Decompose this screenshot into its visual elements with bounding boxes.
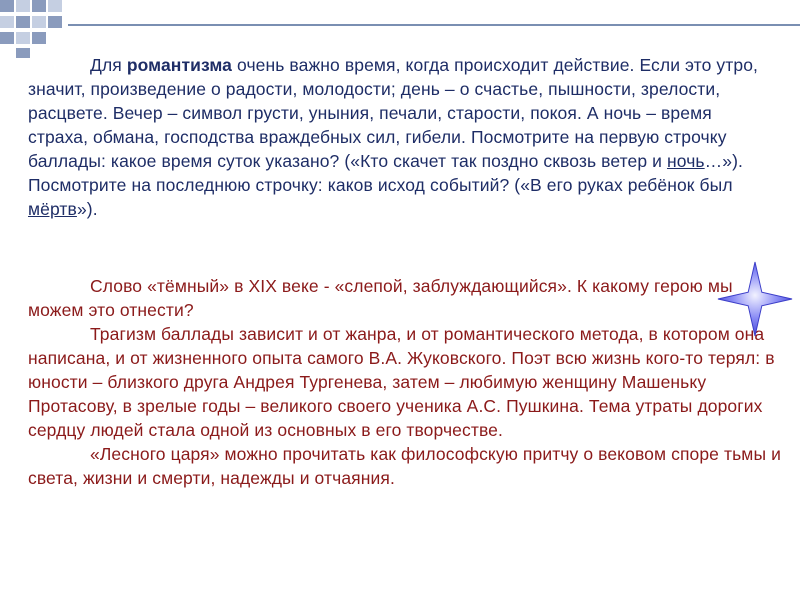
paragraph1-underlined-dead: мёртв bbox=[28, 199, 77, 219]
paragraph1-bold-term: романтизма bbox=[126, 55, 233, 75]
paragraph1-text-end: »). bbox=[76, 199, 98, 219]
header-divider-line bbox=[68, 24, 800, 26]
paragraph2-line-parable bbox=[28, 442, 788, 490]
decor-square bbox=[0, 32, 14, 44]
decor-square bbox=[16, 32, 30, 44]
paragraph1-text-continued: …»). Посмотрите на последнюю строчку: каков исход событий? («В его руках ребёнок был bbox=[28, 151, 743, 195]
decor-square bbox=[48, 0, 62, 12]
paragraph1-text-start: Для bbox=[90, 55, 127, 75]
decorative-squares bbox=[0, 0, 70, 60]
paragraph-ballad-tragedy bbox=[28, 274, 788, 490]
paragraph2-line-dark-word bbox=[28, 274, 788, 322]
paragraph2-text-dark-word: Слово «тёмный» в XIX веке - «слепой, заблуждающийся». К какому герою мы можем это отнести? bbox=[28, 276, 733, 320]
paragraph2-text-parable: «Лесного царя» можно прочитать как философскую притчу о вековом споре тьмы и света, жизни и смерти, надежды и отчаяния. bbox=[28, 444, 781, 488]
decor-square bbox=[32, 16, 46, 28]
decor-square bbox=[16, 16, 30, 28]
paragraph-romanticism-time bbox=[28, 53, 768, 221]
paragraph1-underlined-night: ночь bbox=[666, 151, 705, 171]
decor-square bbox=[0, 16, 14, 28]
decor-square bbox=[16, 0, 30, 12]
star-shape bbox=[718, 262, 792, 336]
decor-square bbox=[48, 16, 62, 28]
decor-square bbox=[32, 32, 46, 44]
paragraph2-text-tragedy: Трагизм баллады зависит и от жанра, и от романтического метода, в котором она написана, и от жизненного опыта самого В.А. Жуковского. Поэт всю жизнь кого-то терял: в юности – близкого друга Андрея Тургенева, затем – любимую женщину Машеньку Протасову, в зрелые годы – великого своего ученика А.С. Пушкина. Тема утраты дорогих сердцу людей стала одной из основных в его творчестве. bbox=[28, 324, 775, 440]
paragraph2-line-tragedy bbox=[28, 322, 788, 442]
paragraph1-text-main: очень важно время, когда происходит действие. Если это утро, значит, произведение о радости, молодости; день – о счастье, пышности, зрелости, расцвете. Вечер – символ грусти, уныния, печали, старости, покоя. А ночь – время страха, обмана, господства враждебных сил, гибели. Посмотрите на первую строчку баллады: какое время суток указано? («Кто скачет так поздно сквозь ветер и bbox=[28, 55, 758, 171]
decor-square bbox=[0, 0, 14, 12]
four-point-star-icon bbox=[716, 260, 794, 338]
decor-square bbox=[32, 0, 46, 12]
